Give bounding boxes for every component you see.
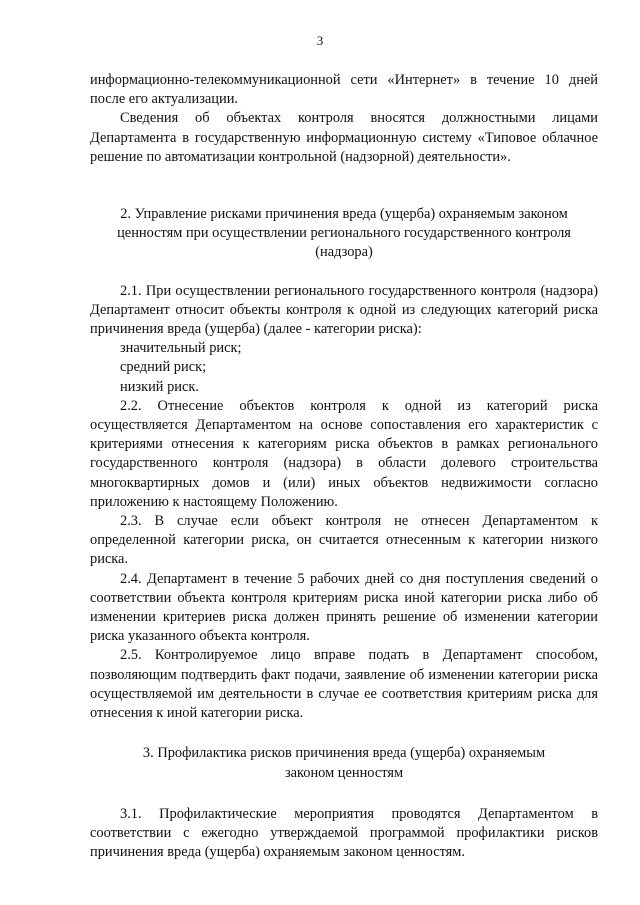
risk-item-significant: значительный риск; [120, 340, 242, 357]
paragraph-2-1: 2.1. При осуществлении регионального государственного контроля (надзора) Департамент относит объекты контроля к одной из следующих категорий риска причинения вреда (ущерба) (далее - категории риска): [90, 282, 598, 338]
section-2-heading: 2. Управление рисками причинения вреда (ущерба) охраняемым законом ценностям при осуществлении регионального государственного контроля (надзора) [117, 206, 571, 261]
paragraph-2-4: 2.4. Департамент в течение 5 рабочих дней со дня поступления сведений о соответствии объекта контроля критериям риска иной категории риска либо об изменении критериев риска должен принять решение об изменении категории риска указанного объекта контроля. [90, 570, 598, 645]
risk-item-low: низкий риск. [120, 378, 199, 395]
page-number: 3 [316, 33, 324, 48]
risk-item-medium: средний риск; [120, 359, 207, 376]
paragraph-svedeniya: Сведения об объектах контроля вносятся должностными лицами Департамента в государственную информационную систему «Типовое облачное решение по автоматизации контрольной (надзорной) деятельности». [90, 110, 598, 165]
document-body [90, 71, 598, 862]
paragraph-2-2: 2.2. Отнесение объектов контроля к одной из категорий риска осуществляется Департаментом на основе сопоставления его характеристик с критериями отнесения к категориям риска объектов в рамках регионального государственного контроля (надзора) в области долевого строительства многоквартирных домов и (или) иных объектов недвижимости согласно приложению к настоящему Положению. [90, 397, 598, 510]
paragraph-2-3: 2.3. В случае если объект контроля не отнесен Департаментом к определенной категории риска, он считается отнесенным к категории низкого риска. [90, 513, 598, 568]
paragraph-2-5: 2.5. Контролируемое лицо вправе подать в Департамент способом, позволяющим подтвердить факт подачи, заявление об изменении категории риска осуществляемой им деятельности в случае ее соответствия критериям риска для отнесения к иной категории риска. [90, 647, 598, 722]
paragraph-3-1: 3.1. Профилактические мероприятия проводятся Департаментом в соответствии с ежегодно утверждаемой программой профилактики рисков причинения вреда (ущерба) охраняемым законом ценностям. [90, 805, 598, 861]
paragraph-internet: информационно-телекоммуникационной сети «Интернет» в течение 10 дней после его актуализации. [90, 72, 598, 108]
section-3-heading: 3. Профилактика рисков причинения вреда (ущерба) охраняемым законом ценностям [142, 745, 546, 781]
